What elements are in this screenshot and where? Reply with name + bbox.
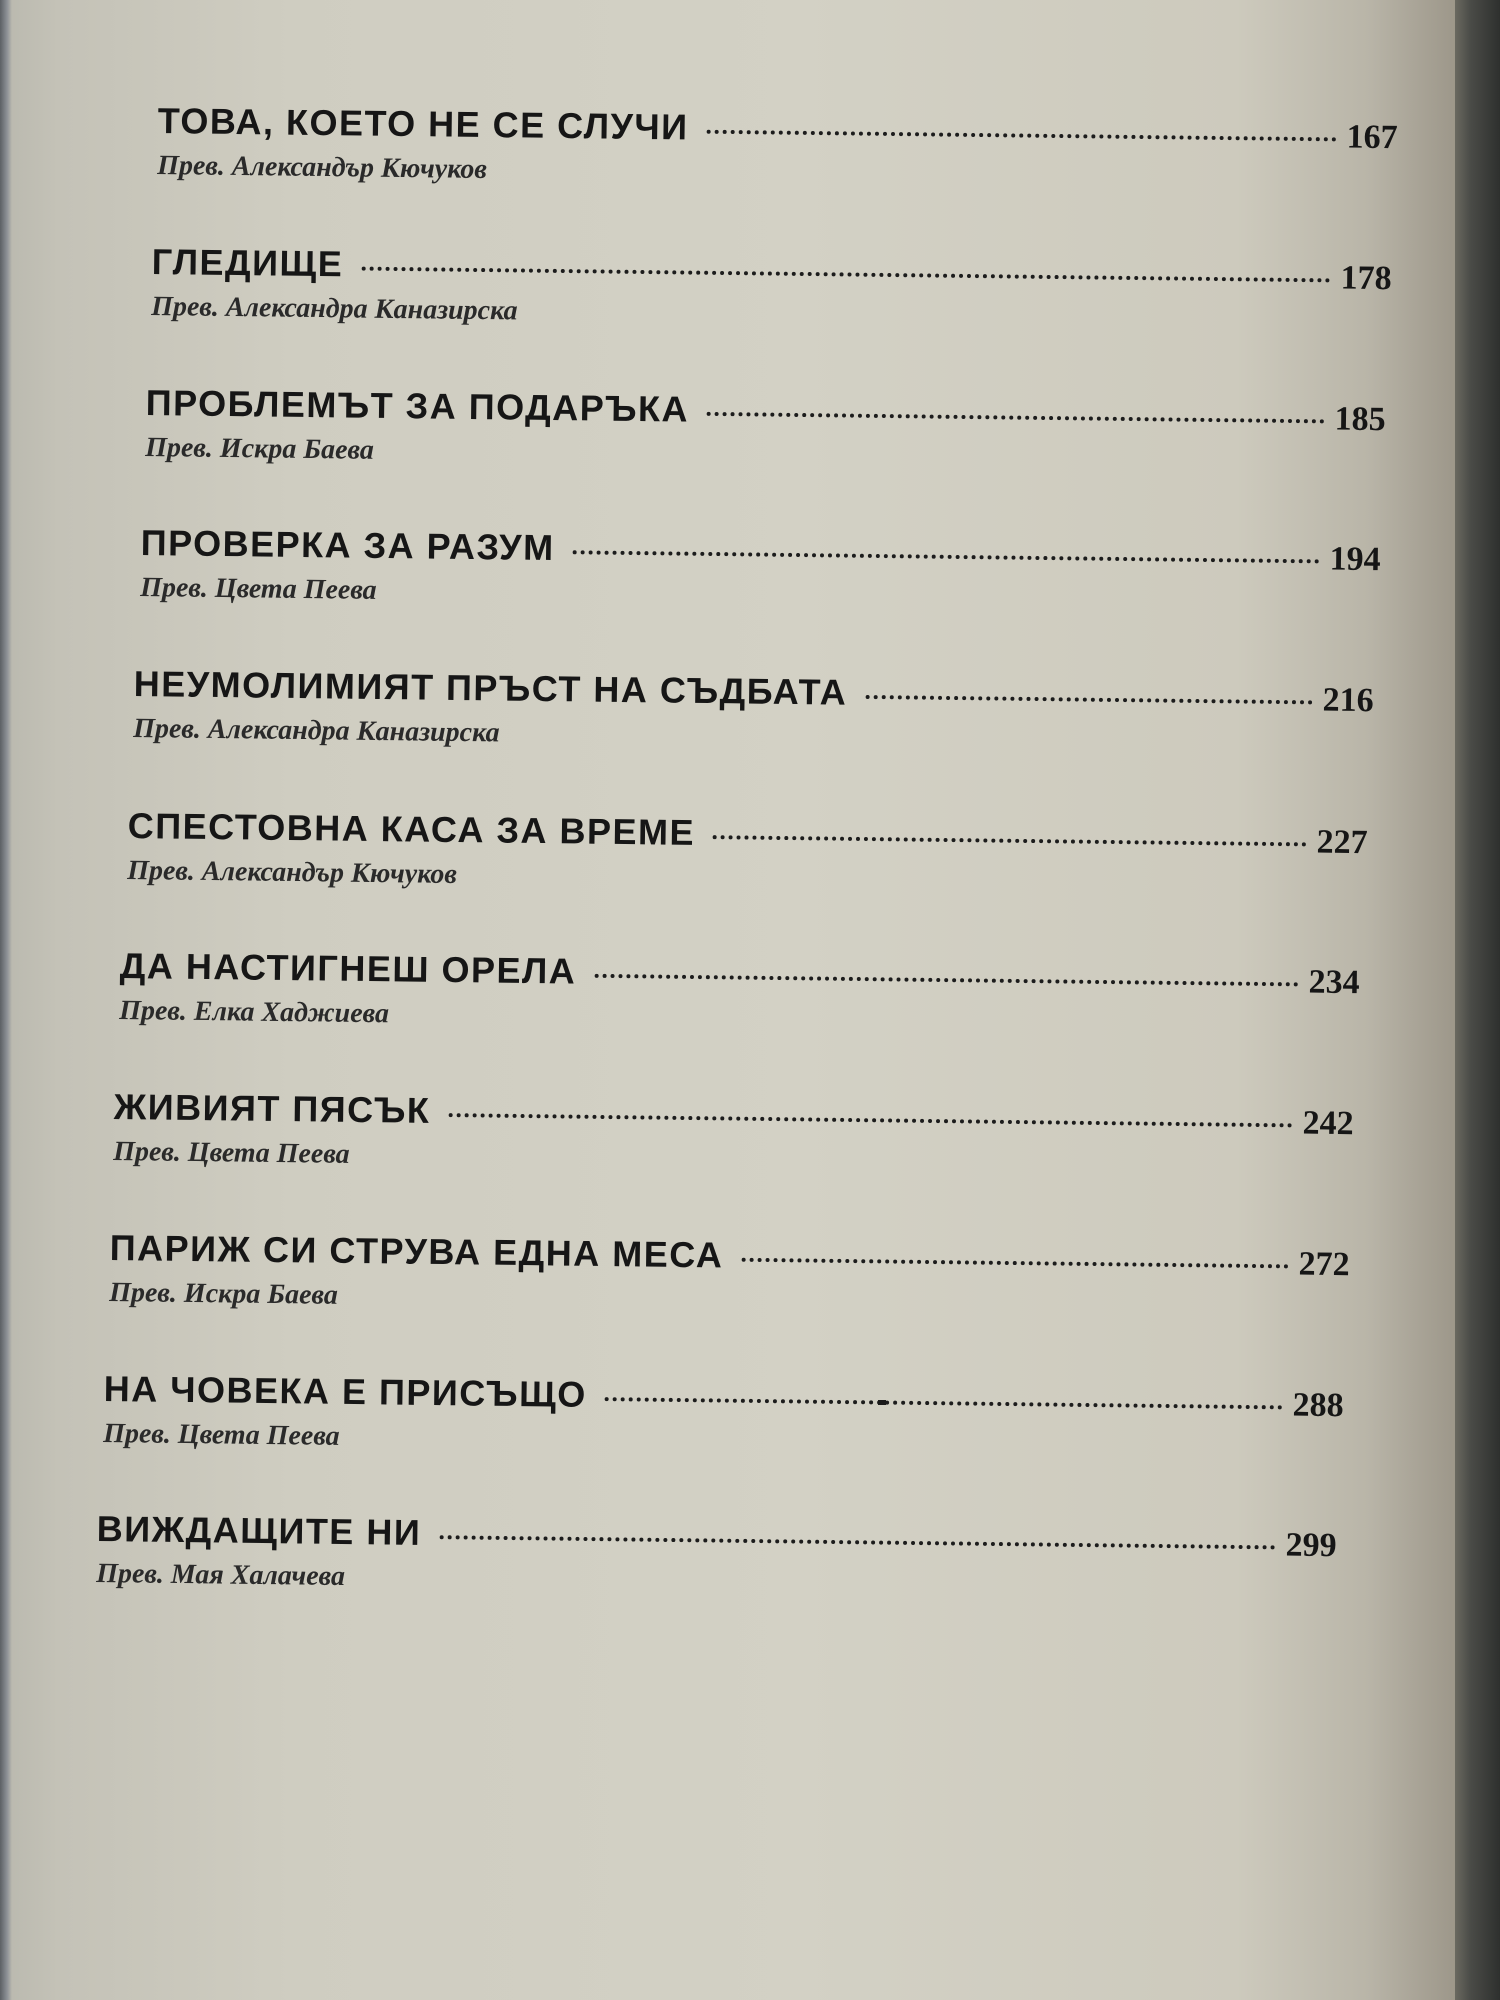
toc-entry	[157, 100, 1398, 197]
page-number: 299	[1285, 1526, 1337, 1565]
toc-entry	[151, 241, 1392, 338]
toc-entry	[140, 522, 1381, 619]
page-number: 167	[1346, 118, 1398, 157]
dot-leader	[865, 695, 1312, 704]
story-title: ГЛЕДИЩЕ	[151, 241, 344, 285]
toc-entry	[109, 1227, 1350, 1324]
story-title: ПАРИЖ СИ СТРУВА ЕДНА МЕСА	[109, 1227, 724, 1276]
dot-leader	[741, 1258, 1288, 1269]
dot-leader	[439, 1535, 1275, 1549]
story-title: НА ЧОВЕКА Е ПРИСЪЩО	[103, 1368, 588, 1415]
dot-leader	[605, 1397, 1283, 1409]
dot-leader	[713, 835, 1307, 846]
page-number: 234	[1308, 963, 1360, 1002]
dot-leader	[706, 130, 1336, 142]
page-number: 185	[1334, 400, 1386, 439]
story-title: ТОВА, КОЕТО НЕ СЕ СЛУЧИ	[157, 100, 689, 148]
page-number: 242	[1302, 1104, 1354, 1143]
page-number: 227	[1316, 823, 1368, 862]
translator-credit: Прев. Искра Баева	[109, 1276, 339, 1311]
story-title: ПРОВЕРКА ЗА РАЗУМ	[140, 522, 555, 569]
translator-credit: Прев. Александра Каназирска	[151, 290, 518, 327]
toc-entry	[96, 1508, 1337, 1605]
translator-credit: Прев. Александра Каназирска	[133, 712, 500, 749]
story-title: СПЕСТОВНА КАСА ЗА ВРЕМЕ	[127, 805, 696, 853]
toc-entry	[145, 382, 1386, 479]
translator-credit: Прев. Елка Хаджиева	[119, 994, 390, 1030]
page-number: 178	[1340, 259, 1392, 298]
translator-credit: Прев. Александър Кючуков	[157, 149, 488, 186]
translator-credit: Прев. Цвета Пеева	[140, 571, 377, 606]
translator-credit: Прев. Мая Халачева	[96, 1557, 346, 1593]
translator-credit: Прев. Искра Баева	[145, 431, 375, 466]
dot-leader	[361, 267, 1330, 283]
translator-credit: Прев. Цвета Пеева	[113, 1135, 350, 1170]
story-title: ВИЖДАЩИТЕ НИ	[96, 1508, 422, 1553]
story-title: ДА НАСТИГНЕШ ОРЕЛА	[119, 945, 577, 992]
translator-credit: Прев. Александър Кючуков	[127, 854, 458, 891]
story-title: НЕУМОЛИМИЯТ ПРЪСТ НА СЪДБАТА	[133, 663, 848, 713]
toc-entry	[119, 945, 1360, 1042]
dot-leader	[707, 412, 1325, 424]
page-number: 194	[1329, 540, 1381, 579]
toc-entry	[127, 805, 1368, 902]
story-title: ПРОБЛЕМЪТ ЗА ПОДАРЪКА	[145, 382, 690, 430]
book-fore-edge	[1455, 0, 1500, 2000]
page-number: 272	[1298, 1245, 1350, 1284]
dot-leader	[448, 1113, 1292, 1127]
toc-entry	[103, 1368, 1344, 1465]
translator-credit: Прев. Цвета Пеева	[103, 1417, 340, 1452]
page-number: 216	[1322, 681, 1374, 720]
toc-entry	[113, 1086, 1354, 1183]
page-number: 288	[1292, 1386, 1344, 1425]
toc-entry	[133, 663, 1374, 760]
dot-leader	[573, 550, 1320, 563]
ink-speck	[878, 1400, 886, 1405]
dot-leader	[594, 974, 1298, 987]
story-title: ЖИВИЯТ ПЯСЪК	[113, 1086, 431, 1131]
